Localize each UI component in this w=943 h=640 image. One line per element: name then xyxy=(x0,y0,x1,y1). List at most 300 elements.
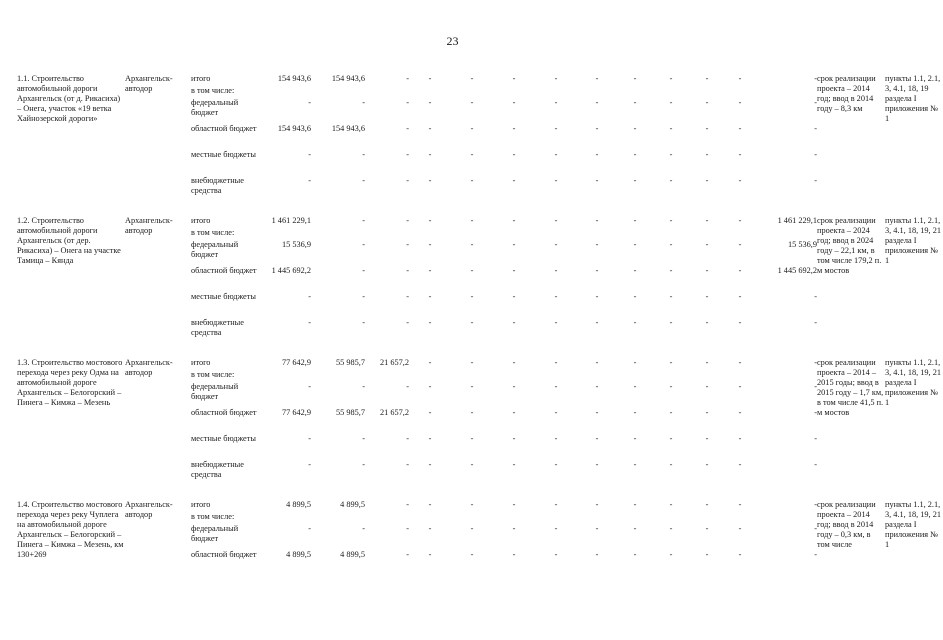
value-year-cell xyxy=(617,370,653,382)
value-year-cell: - xyxy=(705,266,709,275)
table-row xyxy=(17,74,943,86)
value-year-cell: - xyxy=(512,216,516,225)
value-year-cell: - xyxy=(595,150,599,159)
project-executor: Архангельск-автодор xyxy=(125,216,173,235)
value-total: 154 943,6 xyxy=(277,124,311,133)
value-year-cell: - xyxy=(705,358,709,367)
value-year-cell: - xyxy=(738,550,742,559)
funding-source: областной бюджет xyxy=(191,550,257,559)
value-year-cell: - xyxy=(554,176,558,185)
value-2024: - xyxy=(814,74,817,83)
value-year-cell xyxy=(689,512,725,524)
funding-source: итого xyxy=(191,500,211,509)
value-total: - xyxy=(308,98,311,107)
value-year-cell xyxy=(493,370,535,382)
value-year-cell: - xyxy=(669,266,673,275)
value-year-cell: - xyxy=(428,358,432,367)
value-2015: - xyxy=(406,98,409,107)
value-2014: 55 985,7 xyxy=(335,408,365,417)
value-2024: - xyxy=(814,124,817,133)
value-year-cell: - xyxy=(554,318,558,327)
value-2015 xyxy=(365,512,409,524)
value-2024 xyxy=(755,512,817,524)
value-2014: - xyxy=(362,150,365,159)
value-year-cell: - xyxy=(428,216,432,225)
value-year-cell: - xyxy=(512,176,516,185)
value-year-cell: - xyxy=(738,176,742,185)
value-2024: - xyxy=(814,176,817,185)
value-2024: - xyxy=(814,408,817,417)
value-year-cell: - xyxy=(669,500,673,509)
value-year-cell: - xyxy=(705,292,709,301)
indicator-reference: пункты 1.1, 2.1, 3, 4.1, 18, 19 раздела I приложения № 1 xyxy=(885,74,941,123)
value-year-cell: - xyxy=(470,408,474,417)
project-result: срок реализации проекта – 2014 год; ввод в 2014 году – 8,3 км xyxy=(817,74,876,113)
value-year-cell xyxy=(725,512,755,524)
value-year-cell xyxy=(409,512,451,524)
value-year-cell xyxy=(689,228,725,240)
value-2014: 4 899,5 xyxy=(340,500,365,509)
value-year-cell: - xyxy=(595,358,599,367)
funding-source: итого xyxy=(191,358,211,367)
value-year-cell: - xyxy=(669,216,673,225)
funding-source: местные бюджеты xyxy=(191,150,256,159)
project-name: 1.1. Строительство автомобильной дороги Архангельск (от д. Рикасиха) – Онега, участок «19 ветка Хайнозерской дороги» xyxy=(17,74,121,123)
value-year-cell: - xyxy=(470,216,474,225)
value-total: - xyxy=(308,524,311,533)
funding-source: внебюджетные средства xyxy=(191,460,244,479)
indicator-reference: пункты 1.1, 2.1, 3, 4.1, 18, 19, 21 раздела I приложения № 1 xyxy=(885,358,942,407)
value-2014: 4 899,5 xyxy=(340,550,365,559)
value-year-cell: - xyxy=(512,382,516,391)
value-2015 xyxy=(365,86,409,98)
funding-source: в том числе: xyxy=(191,370,235,379)
spacer-cell xyxy=(17,344,943,358)
value-year-cell: - xyxy=(595,434,599,443)
value-2014 xyxy=(311,370,365,382)
table-row xyxy=(17,216,943,228)
value-year-cell: - xyxy=(705,382,709,391)
value-year-cell: - xyxy=(470,292,474,301)
value-year-cell: - xyxy=(512,358,516,367)
row-spacer xyxy=(17,486,943,500)
value-year-cell: - xyxy=(738,318,742,327)
funding-source: федеральный бюджет xyxy=(191,240,239,259)
value-year-cell: - xyxy=(470,550,474,559)
project-name: 1.2. Строительство автомобильной дороги Архангельск (от дер. Рикасиха) – Онега на участке Тамица – Кянда xyxy=(17,216,121,265)
value-year-cell: - xyxy=(738,216,742,225)
value-2024: 1 445 692,2 xyxy=(777,266,817,275)
value-year-cell: - xyxy=(554,74,558,83)
value-2015: - xyxy=(406,176,409,185)
project-result: срок реализации проекта – 2024 год; ввод в 2024 году – 22,1 км, в том числе 179,2 п. м мостов xyxy=(817,216,882,275)
value-year-cell: - xyxy=(669,382,673,391)
value-2024: - xyxy=(814,524,817,533)
value-year-cell xyxy=(451,512,493,524)
value-2015 xyxy=(365,370,409,382)
value-year-cell: - xyxy=(595,124,599,133)
value-year-cell: - xyxy=(669,292,673,301)
project-name: 1.3. Строительство мостового перехода через реку Одма на автомобильной дороге Архангельск – Белогорский – Пинега – Кимжа – Мезень xyxy=(17,358,123,407)
value-total: - xyxy=(308,292,311,301)
value-year-cell xyxy=(409,228,451,240)
value-year-cell xyxy=(409,86,451,98)
value-2014: - xyxy=(362,318,365,327)
value-year-cell: - xyxy=(554,266,558,275)
value-year-cell: - xyxy=(428,408,432,417)
program-table xyxy=(17,74,943,576)
value-year-cell: - xyxy=(554,500,558,509)
value-year-cell: - xyxy=(669,176,673,185)
project-executor: Архангельск-автодор xyxy=(125,358,173,377)
value-year-cell xyxy=(535,512,577,524)
value-total xyxy=(257,86,311,98)
value-year-cell: - xyxy=(512,124,516,133)
value-year-cell: - xyxy=(595,500,599,509)
value-2024: - xyxy=(814,318,817,327)
value-year-cell xyxy=(617,86,653,98)
value-year-cell: - xyxy=(595,292,599,301)
value-year-cell: - xyxy=(470,124,474,133)
value-year-cell: - xyxy=(554,292,558,301)
value-year-cell: - xyxy=(705,524,709,533)
value-year-cell: - xyxy=(633,266,637,275)
value-year-cell: - xyxy=(512,74,516,83)
value-year-cell xyxy=(577,86,617,98)
value-year-cell: - xyxy=(738,460,742,469)
project-name: 1.4. Строительство мостового перехода через реку Чуплега на автомобильной дороге Архангельск – Белогорский – Пинега – Кимжа – Мезень, км 130+269 xyxy=(17,500,124,559)
value-year-cell: - xyxy=(470,150,474,159)
funding-source: в том числе: xyxy=(191,512,235,521)
value-year-cell: - xyxy=(554,460,558,469)
value-year-cell: - xyxy=(595,98,599,107)
value-year-cell: - xyxy=(470,500,474,509)
value-year-cell: - xyxy=(554,382,558,391)
value-year-cell: - xyxy=(554,240,558,249)
value-year-cell: - xyxy=(633,550,637,559)
value-year-cell xyxy=(725,228,755,240)
value-year-cell xyxy=(451,86,493,98)
value-year-cell: - xyxy=(512,292,516,301)
value-year-cell: - xyxy=(669,358,673,367)
value-year-cell: - xyxy=(633,460,637,469)
value-year-cell: - xyxy=(738,124,742,133)
value-total xyxy=(257,512,311,524)
value-year-cell: - xyxy=(633,358,637,367)
value-year-cell: - xyxy=(428,266,432,275)
value-year-cell: - xyxy=(512,550,516,559)
value-2014: 154 943,6 xyxy=(331,124,365,133)
value-year-cell: - xyxy=(470,318,474,327)
value-year-cell: - xyxy=(470,460,474,469)
value-total: - xyxy=(308,434,311,443)
value-2015: - xyxy=(406,292,409,301)
value-year-cell: - xyxy=(633,292,637,301)
value-year-cell: - xyxy=(595,74,599,83)
value-2015: - xyxy=(406,524,409,533)
value-2014: 55 985,7 xyxy=(335,358,365,367)
value-year-cell: - xyxy=(669,74,673,83)
value-year-cell xyxy=(577,228,617,240)
value-total: - xyxy=(308,318,311,327)
value-year-cell: - xyxy=(738,358,742,367)
value-year-cell: - xyxy=(428,240,432,249)
value-2015: 21 657,2 xyxy=(379,408,409,417)
value-2014: - xyxy=(362,460,365,469)
value-year-cell: - xyxy=(633,408,637,417)
value-2015: - xyxy=(406,318,409,327)
value-2015: - xyxy=(406,124,409,133)
funding-source: в том числе: xyxy=(191,228,235,237)
value-year-cell: - xyxy=(595,408,599,417)
value-2014 xyxy=(311,512,365,524)
value-year-cell: - xyxy=(705,460,709,469)
value-year-cell: - xyxy=(512,408,516,417)
value-year-cell: - xyxy=(738,266,742,275)
indicator-reference: пункты 1.1, 2.1, 3, 4.1, 18, 19, 21 раздела I приложения № 1 xyxy=(885,216,942,265)
funding-source: итого xyxy=(191,74,211,83)
value-2024 xyxy=(755,86,817,98)
value-total: - xyxy=(308,150,311,159)
value-2024: - xyxy=(814,98,817,107)
value-year-cell xyxy=(493,86,535,98)
value-year-cell: - xyxy=(554,550,558,559)
value-year-cell: - xyxy=(470,382,474,391)
value-year-cell xyxy=(653,512,689,524)
value-2015: - xyxy=(406,550,409,559)
value-year-cell: - xyxy=(428,292,432,301)
value-year-cell: - xyxy=(470,240,474,249)
value-year-cell xyxy=(653,228,689,240)
value-year-cell: - xyxy=(554,524,558,533)
value-year-cell: - xyxy=(470,434,474,443)
value-2024: - xyxy=(814,358,817,367)
value-year-cell: - xyxy=(633,382,637,391)
value-2024: 1 461 229,1 xyxy=(777,216,817,225)
value-2015: 21 657,2 xyxy=(379,358,409,367)
value-total: - xyxy=(308,382,311,391)
value-2015: - xyxy=(406,266,409,275)
value-2015: - xyxy=(406,240,409,249)
value-year-cell: - xyxy=(512,434,516,443)
value-year-cell: - xyxy=(470,266,474,275)
value-year-cell: - xyxy=(669,524,673,533)
value-year-cell: - xyxy=(705,408,709,417)
spacer-cell xyxy=(17,202,943,216)
project-result: срок реализации проекта – 2014 – 2015 годы; ввод в 2015 году – 1,7 км, в том числе 41,5 п. м мостов xyxy=(817,358,884,417)
value-year-cell: - xyxy=(633,434,637,443)
value-2014 xyxy=(311,86,365,98)
value-2014 xyxy=(311,228,365,240)
value-year-cell: - xyxy=(738,408,742,417)
funding-source: федеральный бюджет xyxy=(191,382,239,401)
value-year-cell: - xyxy=(738,74,742,83)
value-year-cell xyxy=(617,228,653,240)
value-year-cell: - xyxy=(428,318,432,327)
value-year-cell: - xyxy=(428,500,432,509)
value-year-cell: - xyxy=(428,98,432,107)
value-year-cell: - xyxy=(512,98,516,107)
value-year-cell xyxy=(409,370,451,382)
value-total: 1 445 692,2 xyxy=(271,266,311,275)
value-total: 4 899,5 xyxy=(286,500,311,509)
value-year-cell: - xyxy=(428,434,432,443)
funding-source: итого xyxy=(191,216,211,225)
value-total: 1 461 229,1 xyxy=(271,216,311,225)
value-year-cell: - xyxy=(595,318,599,327)
value-year-cell: - xyxy=(512,460,516,469)
value-year-cell: - xyxy=(428,124,432,133)
value-2014: - xyxy=(362,240,365,249)
value-total: 77 642,9 xyxy=(281,358,311,367)
value-2015: - xyxy=(406,500,409,509)
funding-source: внебюджетные средства xyxy=(191,176,244,195)
value-year-cell: - xyxy=(554,150,558,159)
value-total: 4 899,5 xyxy=(286,550,311,559)
value-year-cell xyxy=(535,86,577,98)
value-year-cell xyxy=(725,86,755,98)
value-year-cell: - xyxy=(705,150,709,159)
value-year-cell: - xyxy=(428,176,432,185)
funding-source: внебюджетные средства xyxy=(191,318,244,337)
value-year-cell: - xyxy=(669,460,673,469)
page-number: 23 xyxy=(446,34,459,48)
value-year-cell: - xyxy=(705,434,709,443)
value-year-cell xyxy=(451,370,493,382)
value-year-cell: - xyxy=(705,124,709,133)
value-2024: - xyxy=(814,292,817,301)
value-year-cell: - xyxy=(470,98,474,107)
value-2024: - xyxy=(814,382,817,391)
value-year-cell: - xyxy=(633,150,637,159)
funding-source: областной бюджет xyxy=(191,266,257,275)
funding-source: федеральный бюджет xyxy=(191,98,239,117)
value-year-cell xyxy=(689,370,725,382)
value-year-cell: - xyxy=(428,150,432,159)
funding-source: федеральный бюджет xyxy=(191,524,239,543)
value-year-cell: - xyxy=(554,408,558,417)
value-total xyxy=(257,228,311,240)
value-year-cell: - xyxy=(705,550,709,559)
value-year-cell: - xyxy=(705,240,709,249)
project-executor: Архангельск-автодор xyxy=(125,74,173,93)
value-year-cell: - xyxy=(669,240,673,249)
value-year-cell: - xyxy=(705,216,709,225)
value-year-cell xyxy=(451,228,493,240)
value-year-cell: - xyxy=(554,434,558,443)
value-2015: - xyxy=(406,382,409,391)
spacer-cell xyxy=(17,486,943,500)
value-year-cell: - xyxy=(633,216,637,225)
value-total: - xyxy=(308,176,311,185)
value-year-cell xyxy=(653,86,689,98)
value-year-cell: - xyxy=(595,240,599,249)
value-year-cell: - xyxy=(669,550,673,559)
value-2015: - xyxy=(406,460,409,469)
value-year-cell: - xyxy=(470,524,474,533)
value-year-cell: - xyxy=(512,524,516,533)
value-year-cell: - xyxy=(512,150,516,159)
value-year-cell xyxy=(689,86,725,98)
value-year-cell: - xyxy=(669,98,673,107)
funding-source: областной бюджет xyxy=(191,124,257,133)
value-year-cell: - xyxy=(633,74,637,83)
value-year-cell xyxy=(653,370,689,382)
project-result: срок реализации проекта – 2014 год; ввод в 2014 году – 0,3 км, в том числе xyxy=(817,500,876,549)
value-year-cell: - xyxy=(738,434,742,443)
value-year-cell: - xyxy=(554,216,558,225)
value-year-cell: - xyxy=(738,240,742,249)
value-2014: - xyxy=(362,216,365,225)
value-2024: - xyxy=(814,150,817,159)
table-row xyxy=(17,500,943,512)
value-year-cell: - xyxy=(669,124,673,133)
value-year-cell xyxy=(493,228,535,240)
value-year-cell xyxy=(493,512,535,524)
value-year-cell: - xyxy=(470,358,474,367)
value-2014: - xyxy=(362,176,365,185)
value-year-cell: - xyxy=(428,460,432,469)
value-2014: - xyxy=(362,382,365,391)
value-year-cell xyxy=(617,512,653,524)
value-year-cell xyxy=(577,512,617,524)
value-year-cell: - xyxy=(595,216,599,225)
value-year-cell: - xyxy=(705,98,709,107)
funding-source: областной бюджет xyxy=(191,408,257,417)
value-year-cell: - xyxy=(738,382,742,391)
value-year-cell xyxy=(577,370,617,382)
value-year-cell: - xyxy=(705,176,709,185)
value-year-cell: - xyxy=(633,500,637,509)
value-year-cell xyxy=(725,370,755,382)
value-year-cell: - xyxy=(738,150,742,159)
value-total: - xyxy=(308,460,311,469)
value-year-cell: - xyxy=(669,434,673,443)
value-year-cell: - xyxy=(595,460,599,469)
value-2024: - xyxy=(814,550,817,559)
value-year-cell: - xyxy=(595,266,599,275)
value-2014: - xyxy=(362,98,365,107)
value-2024: - xyxy=(814,500,817,509)
value-year-cell: - xyxy=(669,318,673,327)
value-year-cell: - xyxy=(470,176,474,185)
value-2014: - xyxy=(362,266,365,275)
indicator-reference: пункты 1.1, 2.1, 3, 4.1, 18, 19, 21 раздела I приложения № 1 xyxy=(885,500,942,549)
value-year-cell: - xyxy=(669,150,673,159)
value-total: 15 536,9 xyxy=(281,240,311,249)
value-year-cell: - xyxy=(428,550,432,559)
row-spacer xyxy=(17,202,943,216)
value-year-cell: - xyxy=(428,524,432,533)
value-2015: - xyxy=(406,74,409,83)
table-row xyxy=(17,358,943,370)
value-2014: - xyxy=(362,292,365,301)
project-executor: Архангельск-автодор xyxy=(125,500,173,519)
value-2015 xyxy=(365,228,409,240)
value-year-cell: - xyxy=(738,292,742,301)
value-total: 154 943,6 xyxy=(277,74,311,83)
value-year-cell: - xyxy=(633,318,637,327)
value-year-cell: - xyxy=(633,176,637,185)
value-year-cell: - xyxy=(738,500,742,509)
value-2015: - xyxy=(406,150,409,159)
value-year-cell: - xyxy=(705,318,709,327)
value-year-cell xyxy=(535,370,577,382)
value-year-cell: - xyxy=(554,124,558,133)
funding-source: местные бюджеты xyxy=(191,292,256,301)
value-year-cell: - xyxy=(470,74,474,83)
value-year-cell: - xyxy=(633,524,637,533)
